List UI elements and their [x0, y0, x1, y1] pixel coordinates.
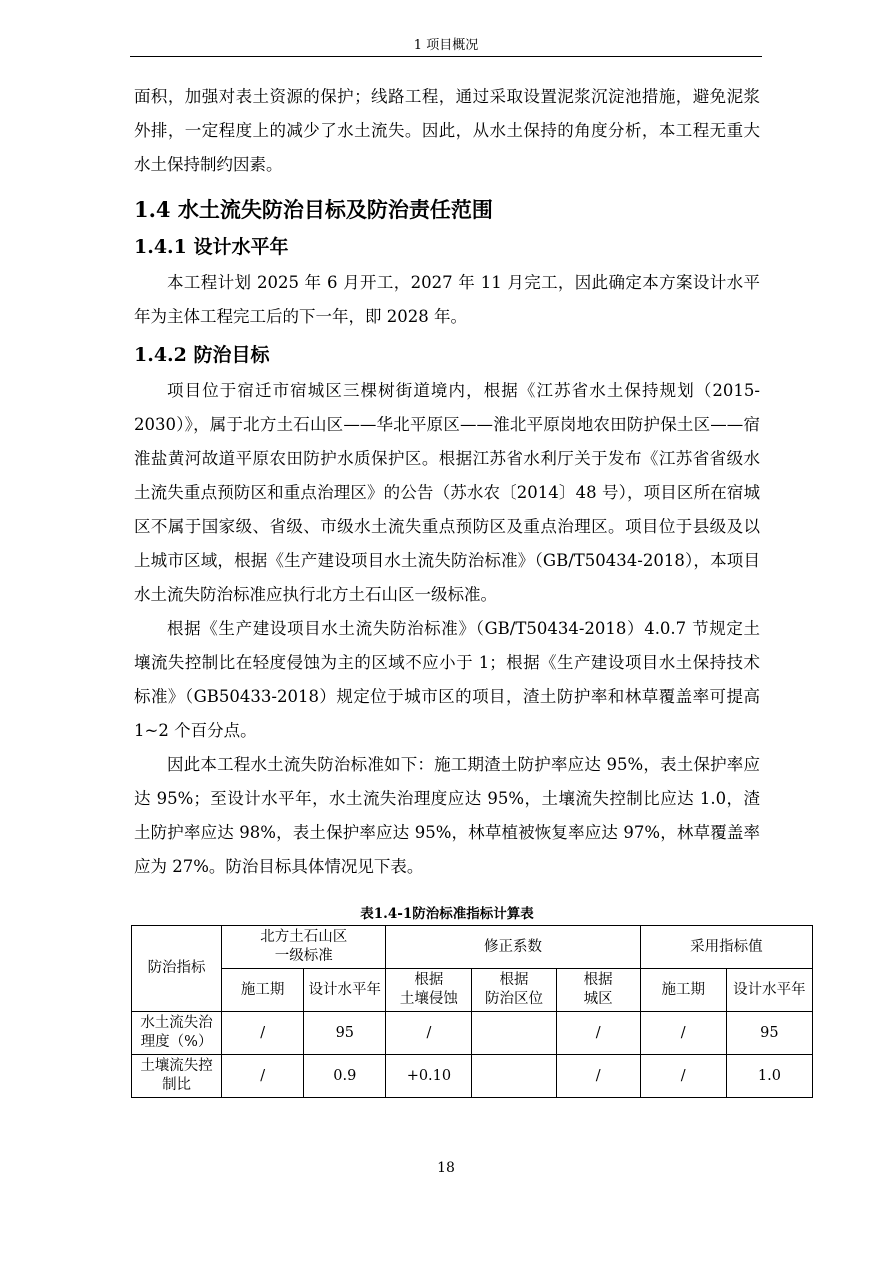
cell-adopted-design: 1.0	[726, 1055, 812, 1098]
row-name-line1: 土壤流失控	[140, 1058, 213, 1074]
cell-adopted-design: 95	[726, 1012, 812, 1055]
table-row	[132, 1012, 813, 1055]
header-standard-group	[222, 926, 386, 969]
header-by-zone-line1: 根据	[499, 972, 529, 988]
header-adopted-group: 采用指标值	[640, 926, 812, 969]
header-adopted-design: 设计水平年	[726, 969, 812, 1012]
row-name-line1: 水土流失治	[140, 1015, 213, 1031]
header-by-zone	[472, 969, 556, 1012]
header-rule	[130, 56, 762, 57]
cell-adopted-construction: /	[640, 1012, 726, 1055]
row-indicator-name	[132, 1055, 222, 1098]
header-by-zone-line2: 防治区位	[485, 991, 544, 1007]
header-by-city-line2: 城区	[583, 991, 613, 1007]
header-design-year: 设计水平年	[304, 969, 386, 1012]
cell-by-zone	[472, 1012, 556, 1055]
row-name-line2: 理度（%）	[140, 1034, 213, 1050]
row-name-line2: 制比	[162, 1077, 192, 1093]
header-indicator: 防治指标	[132, 926, 222, 1012]
standards-table	[131, 925, 813, 1098]
cell-standard-construction: /	[222, 1055, 304, 1098]
paragraph-continuation: 面积，加强对表土资源的保护；线路工程，通过采取设置泥浆沉淀池措施，避免泥浆外排，一定程度上的减少了水土流失。因此，从水土保持的角度分析，本工程无重大水土保持制约因素。	[134, 87, 760, 174]
table-caption: 表1.4-1防治标准指标计算表	[360, 906, 534, 922]
header-by-city	[556, 969, 640, 1012]
cell-by-city: /	[556, 1012, 640, 1055]
running-header: 1 项目概况	[413, 38, 479, 53]
header-by-erosion	[386, 969, 472, 1012]
section-heading-1-4-1: 1.4.1 设计水平年	[134, 236, 289, 258]
row-indicator-name	[132, 1012, 222, 1055]
cell-by-zone	[472, 1055, 556, 1098]
header-construction-period: 施工期	[222, 969, 304, 1012]
cell-adopted-construction: /	[640, 1055, 726, 1098]
paragraph-project-location: 项目位于宿迁市宿城区三棵树街道境内，根据《江苏省水土保持规划（2015-2030）》，属于北方土石山区——华北平原区——淮北平原岗地农田防护保土区——宿淮盐黄河故道平原农田防护水质保护区。根据江苏省水利厅关于发布《江苏省省级水土流失重点预防区和重点治理区》的公告（苏水农〔2014〕48 号），项目区所在宿城区不属于国家级、省级、市级水土流失重点预防区及重点治理区。项目位于县级及以上城市区域，根据《生产建设项目水土流失防治标准》（GB/T50434-2018），本项目水土流失防治标准应执行北方土石山区一级标准。	[134, 381, 760, 604]
cell-standard-construction: /	[222, 1012, 304, 1055]
header-by-erosion-line1: 根据	[414, 972, 444, 988]
cell-standard-design: 0.9	[304, 1055, 386, 1098]
header-standard-line2: 一级标准	[274, 948, 333, 964]
page-number: 18	[437, 1160, 455, 1176]
table-row	[132, 1055, 813, 1098]
header-by-erosion-line2: 土壤侵蚀	[399, 991, 458, 1007]
cell-by-erosion: /	[386, 1012, 472, 1055]
section-heading-1-4: 1.4 水土流失防治目标及防治责任范围	[134, 197, 493, 222]
paragraph-standard-basis: 根据《生产建设项目水土流失防治标准》（GB/T50434-2018）4.0.7 节规定土壤流失控制比在轻度侵蚀为主的区域不应小于 1；根据《生产建设项目水土保持技术标准》（GB50433-2018）规定位于城市区的项目，渣土防护率和林草覆盖率可提高 1~2 个百分点。	[134, 619, 760, 740]
cell-by-city: /	[556, 1055, 640, 1098]
page-content	[134, 80, 806, 1098]
paragraph-design-year: 本工程计划 2025 年 6 月开工，2027 年 11 月完工，因此确定本方案设计水平年为主体工程完工后的下一年，即 2028 年。	[134, 273, 760, 326]
paragraph-targets: 因此本工程水土流失防治标准如下：施工期渣土防护率应达 95%，表土保护率应达 95%；至设计水平年，水土流失治理度应达 95%，土壤流失控制比应达 1.0，渣土防护率应达 98%，表土保护率应达 95%，林草植被恢复率应达 97%，林草覆盖率应为 27%。防治目标具体情况见下表。	[134, 755, 760, 876]
header-standard-line1: 北方土石山区	[260, 929, 348, 945]
cell-standard-design: 95	[304, 1012, 386, 1055]
header-by-city-line1: 根据	[583, 972, 613, 988]
cell-by-erosion: +0.10	[386, 1055, 472, 1098]
section-heading-1-4-2: 1.4.2 防治目标	[134, 344, 270, 366]
header-correction-group: 修正系数	[386, 926, 640, 969]
header-adopted-construction: 施工期	[640, 969, 726, 1012]
